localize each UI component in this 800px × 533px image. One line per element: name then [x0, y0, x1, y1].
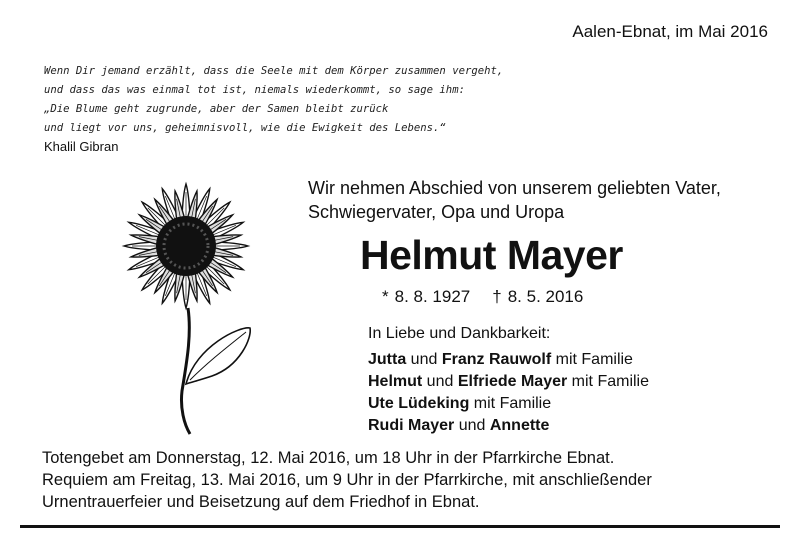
quote-line: „Die Blume geht zugrunde, aber der Samen bleibt zurück: [44, 103, 389, 115]
quote-line: Wenn Dir jemand erzählt, dass die Seele mit dem Körper zusammen vergeht,: [44, 65, 504, 77]
sunflower-stem: [181, 308, 190, 434]
family-member: Franz Rauwolf: [441, 351, 552, 368]
service-line-3: Urnentrauerfeier und Beisetzung auf dem Friedhof in Ebnat.: [42, 493, 480, 511]
service-line-2: Requiem am Freitag, 13. Mai 2016, um 9 Uhr in der Pfarrkirche, mit anschließender: [42, 471, 652, 489]
family-row: Ute Lüdeking mit Familie: [368, 395, 552, 412]
family-member: Jutta: [368, 351, 407, 368]
family-member: Ute Lüdeking: [368, 395, 470, 412]
family-lead: In Liebe und Dankbarkeit:: [368, 325, 551, 342]
family-row: Rudi Mayer und Annette: [368, 417, 550, 434]
birth-date: 8. 8. 1927: [394, 287, 471, 306]
family-member: Elfriede Mayer: [457, 373, 568, 390]
intro-line-2: Schwiegervater, Opa und Uropa: [308, 202, 565, 222]
life-dates: [382, 287, 589, 307]
service-line-1: Totengebet am Donnerstag, 12. Mai 2016, um 18 Uhr in der Pfarrkirche Ebnat.: [42, 449, 615, 467]
family-member: Helmut: [368, 373, 423, 390]
death-date: 8. 5. 2016: [507, 287, 584, 306]
intro-text: [308, 176, 721, 224]
death-symbol: †: [492, 287, 502, 306]
intro-line-1: Wir nehmen Abschied von unserem geliebten Vater,: [308, 178, 721, 198]
birth-symbol: *: [382, 287, 389, 306]
family-block: [368, 323, 649, 437]
quote-author: Khalil Gibran: [44, 139, 119, 154]
family-row: Helmut und Elfriede Mayer mit Familie: [368, 373, 649, 390]
family-row: Jutta und Franz Rauwolf mit Familie: [368, 351, 633, 368]
quote-line: und liegt vor uns, geheimnisvoll, wie die Ewigkeit des Lebens.“: [44, 122, 446, 134]
family-member: Annette: [489, 417, 550, 434]
place-date: Aalen-Ebnat, im Mai 2016: [572, 22, 768, 41]
deceased-name: Helmut Mayer: [360, 232, 623, 278]
obituary-frame: [20, 8, 780, 528]
sunflower-icon: [100, 176, 280, 438]
family-member: Rudi Mayer: [368, 417, 455, 434]
service-details: [42, 447, 652, 513]
quote-line: und dass das was einmal tot ist, niemals wiederkommt, so sage ihm:: [44, 84, 465, 96]
quote-block: [44, 62, 503, 138]
